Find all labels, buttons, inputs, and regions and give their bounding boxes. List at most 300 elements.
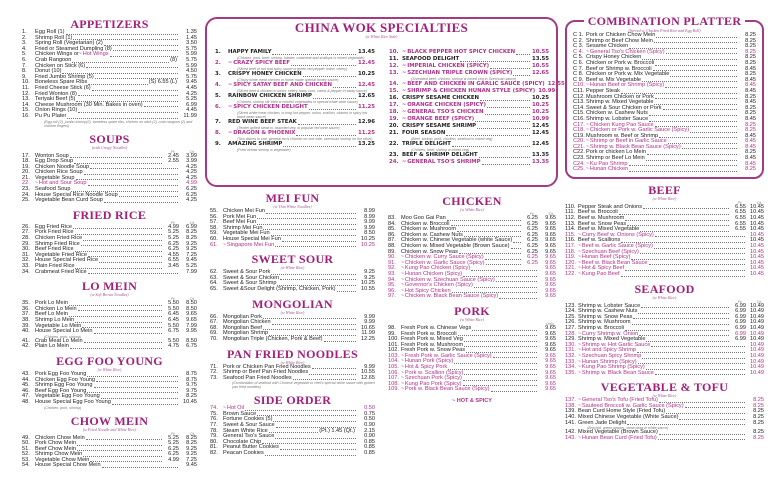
item-number: 29. [22,240,30,247]
item-price: 8.45 [745,82,756,89]
item-price: 8.25 [745,149,756,156]
item-price: 8.45 [745,160,756,167]
dot-leader [655,65,737,66]
item-price-small: 6.25 [527,231,538,238]
item-price: 4.45 [186,107,197,114]
item-name: Chicken Mei Fun [223,208,265,214]
pepper-icon: ~ [223,405,226,412]
item-price: 8.25 [186,393,197,400]
item-size-price: (8) [170,56,177,63]
item-price: 8.75 [186,370,197,377]
item-price-small: 6.55 [168,257,179,264]
item-name: Chicken w. Garlic Sauce (Spicy) [404,259,485,266]
item-number: 105. [388,364,399,371]
dot-leader [472,330,537,331]
item-number: 55. [210,208,218,214]
item-number: 49. [22,434,30,441]
item-name: Shrimp w. Cashew Nuts [578,308,638,315]
item-number: 112. [565,215,576,222]
section-title: COMBINATION PLATTER [584,15,746,27]
item-name: Chocolate Chip [223,438,262,445]
item-number: 137. [565,397,576,404]
dot-leader [457,231,521,232]
dot-leader [72,62,169,63]
dot-leader [96,381,178,382]
item-number: 8. [22,68,27,75]
pepper-icon: ~ [578,248,581,255]
dot-leader [670,76,737,77]
item-price-small: 6.45 [168,311,179,318]
item-name: Chicken w. Snow Peas [401,248,458,255]
item-number: 6. [215,104,221,110]
item-number: C10. [573,82,585,89]
item-name: Fried Jumbo Shrimp (5) [35,73,94,80]
item-number: 121. [565,265,576,272]
item-price: 10.45 [750,231,764,238]
item-price: 10.49 [750,369,764,376]
item-name: SEAFOOD DELIGHT [402,56,460,62]
item-number: 57. [210,219,218,226]
dot-leader [663,109,737,110]
dot-leader [291,65,356,66]
item-price: 7.25 [186,251,197,258]
item-price-small: 5.50 [168,305,179,312]
item-name: Shrimp w. Mushroom [578,319,631,326]
dot-leader [87,376,178,377]
item-price: 10.45 [750,248,764,255]
item-number: 23. [22,186,30,193]
dot-leader [70,157,162,158]
item-number: 17. [22,152,30,159]
dot-leader [282,241,356,242]
item-number: 61. [210,241,218,248]
pepper-icon: ~ [228,130,233,136]
size-header: Qt. [189,219,195,225]
section-mongolian [210,298,375,343]
item-price: 9.99 [364,219,375,226]
item-price: 0.75 [364,410,375,417]
item-price: 8.50 [364,230,375,237]
item-name: Chicken w. Broccoli [401,220,450,227]
item-number: 25. [22,197,30,204]
item-note: (Broccoli, green pepper, snow peas in white sauce) [587,426,669,431]
item-price: 9.65 [545,358,556,365]
item-number: 28. [22,235,30,242]
item-name: Beef Fried Rice [35,246,74,253]
item-name: AMAZING SHRIMP [228,141,283,147]
pepper-icon: ~ [578,347,581,354]
item-name: Fried Cheese Stick (6) [35,84,91,91]
item-price-small: 6.99 [735,336,746,343]
item-name: Chicken or Pork w. Broccoli [586,59,655,66]
item-price: 10.49 [750,330,764,337]
item-number: 19. [389,116,399,122]
item-number: 98. [388,324,396,331]
pepper-icon: ~ [401,293,404,300]
item-number: 46. [22,387,30,394]
dot-leader [110,56,178,57]
item-number: 130. [565,341,576,348]
item-name: Mongolian Triple (Chicken, Pork & Beef) [223,335,323,342]
item-number: 39. [22,322,30,329]
item-number: 43. [22,370,30,377]
item-price: 10.55 [531,63,549,69]
item-name: SPICY SATAY BEEF AND CHICKEN [233,82,332,88]
item-price: 9.99 [364,319,375,326]
item-price: 10.49 [750,308,764,315]
section-vegetable-tofu [565,381,764,441]
section-egg-foo-young [22,355,197,410]
item-number: 36. [22,305,30,312]
item-price: 8.25 [186,434,197,441]
item-number: 91. [388,259,396,266]
item-price-small: 6.55 [735,220,746,227]
item-price: 4.25 [186,169,197,176]
dot-leader [90,168,178,169]
item-price: 12.45 [357,60,375,66]
item-name: Pork or Chicken Pan Fried Noodles [223,363,311,370]
item-price: 8.25 [745,59,756,66]
section-chow-mein [22,415,197,470]
item-name: Chicken or Pork w. Mix Vegetable [586,71,670,78]
item-price: 5.25 [186,96,197,103]
item-price: 3.99 [186,158,197,165]
item-number: 101. [388,341,399,348]
item-price: 9.25 [186,246,197,253]
item-price: 9.65 [545,220,556,227]
pepper-icon: ~ [401,282,404,289]
item-name: CRAZY SPICY BEEF [233,60,290,66]
section-subtitle: (w White Rice) [280,309,305,315]
item-price: 5.75 [186,73,197,80]
item-price-small: 6.25 [527,242,538,249]
item-price: 10.55 [531,49,549,55]
item-price: 8.50 [186,305,197,312]
item-name: Beef w. Broccoli [578,209,618,216]
item-name: Seafood Soup [35,186,71,193]
item-name: Szechuan Pork (Spicy) [404,375,462,382]
item-number: 20. [22,169,30,176]
item-name: Chicken w. Cashew Nuts [401,231,463,238]
item-name: Chicken Chow Mein [35,434,85,441]
pepper-icon: ~ [578,270,581,277]
item-name: Shrimp w. Snow Peas [578,313,633,320]
item-number: C16. [573,115,585,122]
right-column [565,12,764,446]
item-number: 83. [388,215,396,221]
item-number: 62. [210,269,218,276]
item-name: House Special Lo Mein [35,328,93,335]
item-name: Sauteed Broccoli w. Garlic Sauce (Spicy) [581,402,684,409]
item-number: 11. [22,84,30,91]
item-price-small: 6.55 [735,203,746,210]
section-title: SEAFOOD [634,281,695,296]
item-price-small: 6.99 [735,308,746,315]
section-appetizers [22,18,197,128]
item-price: 9.99 [364,224,375,231]
section-lo-mein [22,280,197,350]
item-name: Mushroom Chicken or Pork [586,93,654,100]
item-number: 125. [565,313,576,320]
dot-leader [647,154,737,155]
item-number: 12. [389,63,399,69]
item-price: 5.75 [186,56,197,63]
item-name: Kung Pao Pork (Spicy) [404,380,462,387]
dot-leader [629,171,737,172]
item-price: 4.25 [186,163,197,170]
section-fried-rice [22,209,197,275]
item-number: 139. [565,408,576,415]
item-price: 12.65 [531,70,549,76]
item-name: Mongolian Pork [223,313,262,320]
menu-item [215,71,375,78]
item-number: 113. [565,220,576,227]
item-number: 35. [22,300,30,307]
section-subtitle: (with Crispy Noodles) [91,144,128,150]
item-number: 77. [210,422,218,429]
pepper-icon: ~ [578,330,581,337]
item-price: 8.45 [745,99,756,106]
item-number: 70. [210,335,218,342]
pepper-icon: ~ [402,81,407,87]
item-name: GENERAL TSO'S CHICKEN [407,109,484,115]
item-price: 10.99 [538,88,556,94]
dot-leader [656,37,737,38]
size-header: Qt. [189,296,195,302]
item-number: 40. [22,328,30,335]
dot-leader [458,335,537,336]
item-number: 33. [22,263,30,269]
item-price: 8.25 [745,104,756,111]
item-price: 5.99 [186,62,197,69]
menu-item [565,272,764,278]
item-name: Pork w. Scallion (Spicy) [404,369,464,376]
dot-leader [493,357,537,358]
item-name: Vegetable Lo Mein [35,322,82,329]
item-price-small: 6.25 [527,215,538,221]
item-price: 6.75 [186,343,197,350]
dot-leader [263,229,356,230]
item-name: House Special Chow Mein [35,462,101,469]
item-number: 69. [210,330,218,337]
dot-leader [496,281,537,282]
pepper-icon: ~ [578,231,581,238]
item-name: Chicken Kung Pao Sauce [589,121,654,128]
item-price: 12.55 [547,81,565,87]
item-price-small: 6.99 [735,319,746,326]
item-number: C20. [573,138,585,145]
item-name: Chicken on Stick (6) [35,62,86,69]
pepper-icon: ~ [402,116,407,122]
menu-item [565,371,764,377]
item-name: Moo Goo Gai Pan [401,215,446,221]
item-price-small: 6.25 [168,445,179,452]
item-number: 116. [565,237,576,244]
item-number: 10. [389,49,399,55]
pepper-icon: ~ [586,82,589,89]
item-price: 10.45 [750,209,764,216]
item-price-small: 5.25 [168,440,179,447]
item-number: 1. [22,29,27,35]
item-price: 8.25 [745,127,756,134]
item-name: Hot & Spicy Pork [404,364,448,371]
item-name: Beef or Shrimp w. Broccoli [586,65,652,72]
item-price-small: 2.45 [168,152,179,159]
item-price: 1.35 [186,29,197,35]
section-mei-fun [210,192,375,248]
dot-leader [642,358,745,359]
dot-leader [513,242,521,243]
item-number: 3. [22,40,27,47]
item-number: 111. [565,209,576,216]
item-number: 132. [565,352,576,359]
item-note: (Sliced white meat chicken, w long hot pepper, onion, scallion, cilantro in spicy hot black bean sauce) [237,111,368,119]
item-note: (Fried breast shrimp w vegetable) [237,148,291,152]
item-number: 11. [389,56,399,62]
item-name: ORANGE BEEF (SPICY) [407,116,475,122]
legend-label: HOT & SPICY [456,398,492,405]
item-name: SZECHUAN TRIPLE CROWN (SPICY) [407,70,513,76]
item-name: Shrimp w. Black Bean Sauce (Spicy) [589,143,681,150]
item-price: 6.99 [186,101,197,108]
dot-leader [75,268,162,269]
item-price: 9.25 [186,240,197,247]
item-note: (Sliced beef & chicken w onion, celery, baby corn, carrot & pepper in satay sauce) [237,89,367,93]
dot-leader [625,330,729,331]
item-price-small: 4.99 [168,223,179,230]
item-name: Shrimp w. Lobster Sauce [586,115,649,122]
dot-leader [475,121,530,122]
dot-leader [646,160,737,161]
item-price-small: 6.99 [735,324,746,331]
dot-leader [271,235,356,236]
item-name: Chicken Fried Rice [35,235,83,242]
item-name: Pork w. Black Bean Sauce (Spicy) [404,386,490,393]
item-price-small: 4.99 [168,456,179,463]
menu-item [389,130,549,137]
pepper-icon: ~ [78,51,82,58]
pepper-icon: ~ [401,276,404,283]
item-number: C17. [573,121,585,128]
menu-item [215,93,375,100]
item-name: Chicken Noodle Soup [35,163,90,170]
item-name: General Tso's Sauce [223,433,275,440]
dot-leader [86,67,178,68]
pepper-icon: ~ [578,243,581,249]
item-number: 24. [389,159,399,165]
item-size-price: (Pt.) 1.45 (Qt.) [319,427,355,434]
item-number: C 6. [573,59,584,66]
item-price-small: 6.55 [735,209,746,216]
item-number: 27. [22,229,30,236]
dot-leader [337,291,356,292]
dot-leader [659,434,745,435]
dot-leader [266,213,356,214]
section-title: PAN FRIED NOODLES [227,346,358,361]
item-name: House Special Egg Foo Young [35,398,111,405]
item-number: 14. [389,81,399,87]
item-name: Sweet & Sour Chicken or Pork [586,104,662,111]
dot-leader [452,146,530,147]
item-name: Egg Drop Soup [35,158,74,165]
item-name: Chicken w. Curry Sauce (Spicy) [404,254,484,261]
item-number: 92. [388,265,396,272]
item-name: Hunan Chicken (Spicy) [404,270,463,277]
dot-leader [257,224,356,225]
menu-item [388,294,556,300]
dot-leader [245,410,356,411]
item-price: 4.25 [186,90,197,97]
item-number: 34. [22,268,30,275]
specialties-title: CHINA WOK SPECIALTIES [294,20,469,35]
pepper-icon: ~ [401,364,404,371]
menu-item [215,82,375,89]
item-price-small: 5.50 [168,337,179,344]
item-number: 117. [565,243,576,249]
item-price: 9.65 [545,226,556,233]
dot-leader [679,419,745,420]
dot-leader [75,234,162,235]
dot-leader [77,445,162,446]
item-name: Shrimp Lo Mein [35,316,75,323]
item-number: 2. [22,34,27,41]
item-number: 135. [565,369,576,376]
item-price: 9.75 [186,382,197,389]
item-number: 18. [389,109,399,115]
item-name: Shrimp or Beef Pan Fried Noodles [223,369,309,376]
section-soups [22,133,197,204]
item-price: 1.45 [186,34,197,41]
dot-leader [477,128,530,129]
item-number: 75. [210,410,218,417]
item-price: 6.25 [186,191,197,198]
item-number: 19. [22,163,30,170]
item-price: 12.45 [531,130,549,136]
dot-leader [257,415,356,416]
item-note: (Chicken, pork, beef, shrimp, lobster, crabmeat and scallops w mixed vegetable) [237,56,365,60]
item-name: Spring Roll (Vegetarian) (2) [35,40,103,47]
item-price: 9.65 [545,265,556,272]
section-title: EGG FOO YOUNG [56,353,163,368]
section-seafood [565,283,764,377]
pepper-icon: ~ [402,63,407,69]
item-number: 115. [565,231,576,238]
dot-leader [480,100,530,101]
item-price: 10.45 [750,265,764,272]
item-name: IMPERIAL CHICKEN (SPICY) [407,63,490,69]
item-name: SHRIMP & CHICKEN HUNAN STYLE (SPICY) [407,88,536,94]
item-note: (Chicken, shrimp stir fried w colorful vegetables in special white wine sauce) [237,100,358,104]
item-number: 4. [215,82,221,88]
item-name: Sweet & Sour Chicken [223,274,279,281]
item-price: 13.35 [531,159,549,165]
item-price: 4.45 [186,84,197,91]
item-number: 7. [22,62,27,69]
dot-leader [486,264,521,265]
menu-item [210,287,375,293]
dot-leader [269,432,318,433]
dot-leader [283,146,356,147]
item-name: Beef Lo Mein [35,311,68,318]
item-number: 20. [389,123,399,129]
dot-leader [499,298,537,299]
item-number: 86. [388,231,396,238]
item-number: 142. [565,429,576,436]
item-name: Vegetable Egg Foo Young [35,393,100,400]
item-number: 5. [22,51,27,58]
item-number: 129. [565,336,576,343]
item-number: 14. [22,101,30,108]
